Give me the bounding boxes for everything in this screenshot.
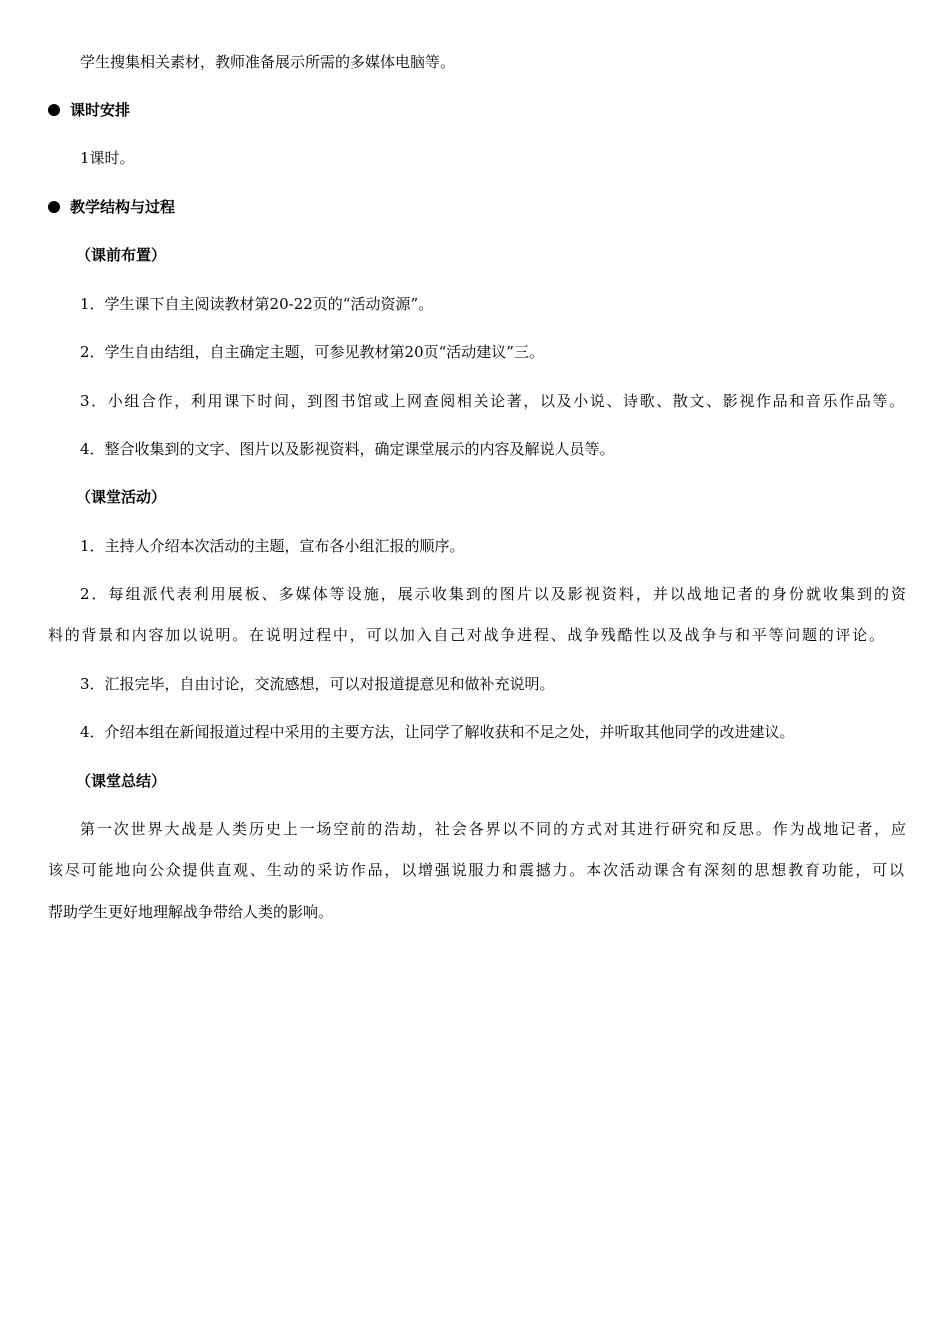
in-class-item-2-line-1: 2．每组派代表利用展板、多媒体等设施，展示收集到的图片以及影视资料，并以战地记者的身份就收集到的资 bbox=[80, 585, 906, 603]
in-class-heading: （课堂活动） bbox=[76, 488, 167, 506]
materials-text: 学生搜集相关素材，教师准备展示所需的多媒体电脑等。 bbox=[80, 53, 456, 71]
in-class-item-1: 1．主持人介绍本次活动的主题，宣布各小组汇报的顺序。 bbox=[80, 537, 465, 555]
summary-line-3: 帮助学生更好地理解战争带给人类的影响。 bbox=[48, 903, 334, 921]
in-class-item-2-line-2: 料的背景和内容加以说明。在说明过程中，可以加入自己对战争进程、战争残酷性以及战争与和平等问题的评论。 bbox=[48, 626, 884, 644]
in-class-item-3: 3．汇报完毕，自由讨论，交流感想，可以对报道提意见和做补充说明。 bbox=[80, 675, 555, 693]
pre-class-item-1: 1．学生课下自主阅读教材第20-22页的“活动资源”。 bbox=[80, 295, 434, 313]
schedule-heading-text: 课时安排 bbox=[70, 101, 131, 119]
summary-line-1: 第一次世界大战是人类历史上一场空前的浩劫，社会各界以不同的方式对其进行研究和反思。作为战地记者，应 bbox=[80, 820, 906, 838]
schedule-text: 1课时。 bbox=[80, 149, 135, 167]
bullet-icon bbox=[48, 104, 60, 116]
schedule-heading bbox=[48, 98, 908, 122]
pre-class-item-3: 3．小组合作，利用课下时间，到图书馆或上网查阅相关论著，以及小说、诗歌、散文、影视作品和音乐作品等。 bbox=[80, 392, 904, 410]
structure-heading-text: 教学结构与过程 bbox=[70, 198, 176, 216]
summary-heading: （课堂总结） bbox=[76, 772, 167, 790]
pre-class-item-2: 2．学生自由结组，自主确定主题，可参见教材第20页“活动建议”三。 bbox=[80, 343, 544, 361]
pre-class-heading: （课前布置） bbox=[76, 246, 167, 264]
pre-class-item-4: 4．整合收集到的文字、图片以及影视资料，确定课堂展示的内容及解说人员等。 bbox=[80, 440, 615, 458]
structure-heading bbox=[48, 195, 908, 219]
summary-line-2: 该尽可能地向公众提供直观、生动的采访作品，以增强说服力和震撼力。本次活动课含有深刻的思想教育功能，可以 bbox=[48, 861, 904, 879]
bullet-icon bbox=[48, 201, 60, 213]
in-class-item-4: 4．介绍本组在新闻报道过程中采用的主要方法，让同学了解收获和不足之处，并听取其他同学的改进建议。 bbox=[80, 723, 795, 741]
